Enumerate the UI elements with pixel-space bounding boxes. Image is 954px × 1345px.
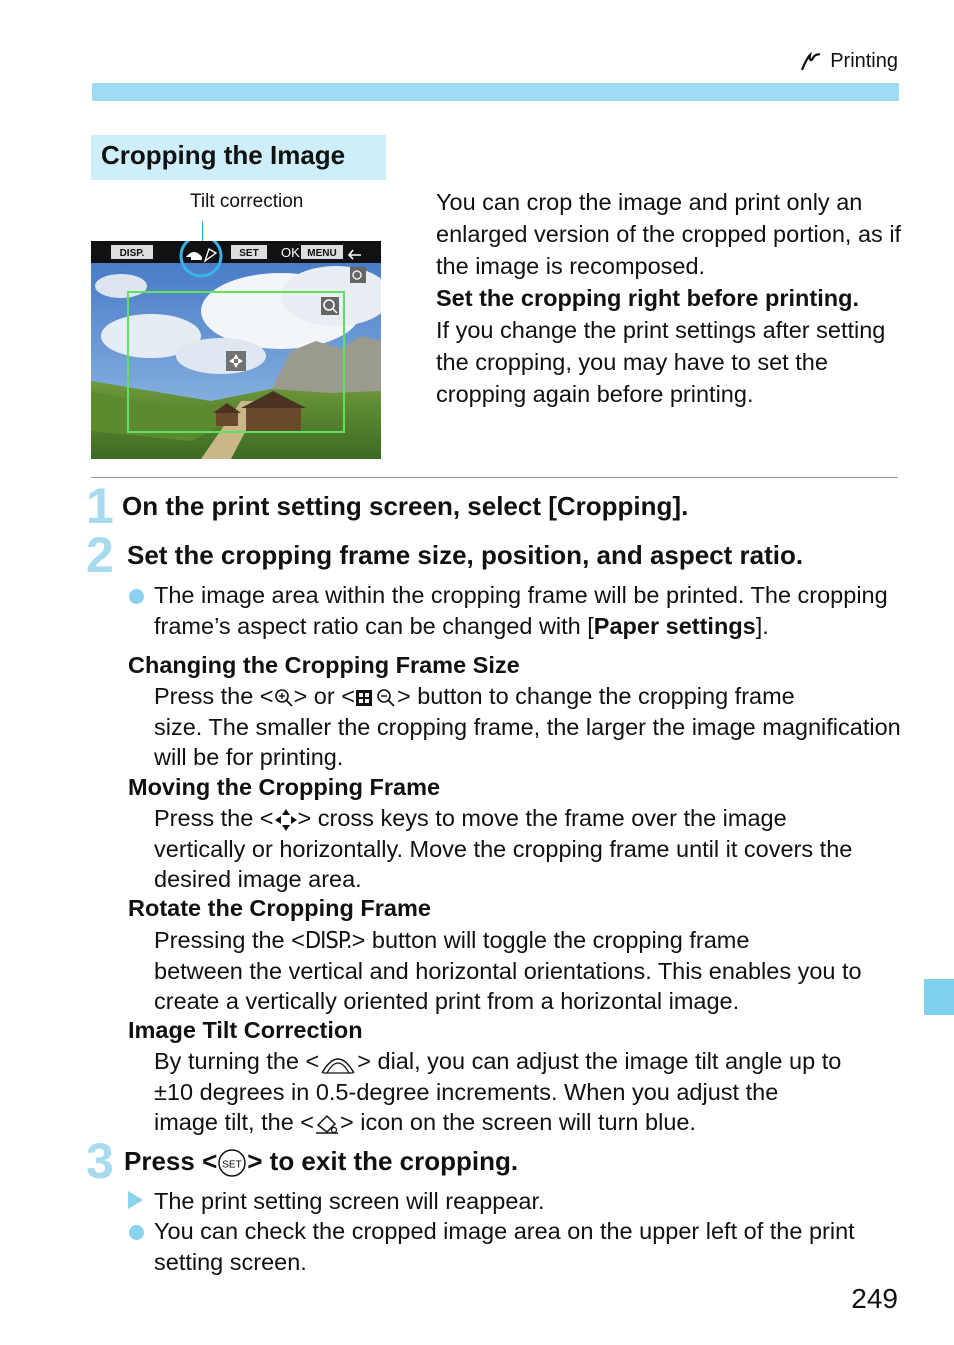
main-dial-icon (319, 1051, 357, 1075)
text-span: > button to change the cropping frame (396, 683, 795, 709)
bullet-text-end: ]. (755, 612, 769, 639)
camera-screen (91, 241, 381, 459)
move-heading: Moving the Cropping Frame (128, 774, 441, 800)
header-bar (92, 83, 899, 101)
rotate-text (154, 925, 904, 1017)
text-span: By turning the < (154, 1048, 320, 1074)
ok-label: OK (281, 245, 300, 260)
callout-line (202, 221, 203, 241)
text-span: image tilt, the < (154, 1109, 315, 1135)
result-arrow-icon (128, 1191, 143, 1209)
step-2-bullet (154, 580, 906, 641)
step-3-title (124, 1146, 518, 1178)
bullet-icon (129, 1225, 144, 1240)
intro-paragraph: You can crop the image and print only an enlarged version of the cropped portion, as if the image is recomposed. (436, 189, 902, 279)
text-span: vertically or horizontally. Move the cropping frame until it covers the desired image area. (154, 835, 853, 892)
text-span: ±10 degrees in 0.5-degree increments. When you adjust the (154, 1078, 779, 1105)
running-header (800, 50, 898, 73)
intro-text (436, 186, 906, 410)
disp-button-icon: DISP. (304, 926, 352, 954)
intro-paragraph-2: If you change the print settings after setting the cropping, you may have to set the cropping again before printing. (436, 317, 886, 407)
set-button-icon (217, 1148, 247, 1178)
step-number-2: 2 (86, 527, 114, 583)
step-1-title: On the print setting screen, select [Cropping]. (122, 491, 689, 521)
header-section-label: Printing (830, 50, 898, 72)
text-span: between the vertical and horizontal orientations. This enables you to create a vertically oriented print from a horizontal image. (154, 957, 862, 1014)
bullet-icon (129, 589, 144, 604)
print-icon (800, 52, 822, 72)
menu-button-label: MENU (307, 248, 337, 259)
text-span: > button will toggle the cropping frame (351, 927, 750, 953)
text-span: > to exit the cropping. (247, 1146, 519, 1176)
text-span: Press the < (154, 805, 274, 831)
size-heading: Changing the Cropping Frame Size (128, 652, 520, 678)
tilt-heading: Image Tilt Correction (128, 1017, 363, 1043)
text-span: Press the < (154, 683, 274, 709)
page-number: 249 (851, 1283, 898, 1314)
section-title: Cropping the Image (91, 135, 386, 180)
step-3-bullet: You can check the cropped image area on the upper left of the print setting screen. (154, 1218, 855, 1275)
svg-text:SET: SET (222, 1159, 242, 1171)
bullet-text: The image area within the cropping frame will be printed. The cropping frame’s aspect ratio can be changed with [ (154, 582, 888, 639)
rotate-heading: Rotate the Cropping Frame (128, 895, 431, 921)
camera-screen-image (91, 241, 381, 459)
text-span: > dial, you can adjust the image tilt angle up to (357, 1048, 842, 1074)
move-text (154, 803, 904, 895)
step-2-title: Set the cropping frame size, position, and aspect ratio. (127, 540, 804, 570)
tilt-text (154, 1046, 904, 1138)
paper-settings-term: Paper settings (593, 612, 756, 639)
intro-emphasis: Set the cropping right before printing. (436, 285, 859, 311)
text-span: > icon on the screen will turn blue. (340, 1109, 696, 1135)
index-reduce-icon (355, 688, 397, 708)
text-span: > cross keys to move the frame over the image (297, 805, 787, 831)
text-span: > or < (293, 683, 355, 709)
disp-button-label: DISP. (119, 248, 145, 259)
step-number-3: 3 (86, 1133, 114, 1189)
cross-keys-icon (274, 808, 298, 832)
text-span: Pressing the < (154, 927, 305, 953)
text-span: size. The smaller the cropping frame, the larger the image magnification will be for printing. (154, 713, 901, 770)
divider (91, 477, 898, 478)
text-span: Press < (124, 1146, 218, 1176)
size-text (154, 681, 904, 773)
step-3-result: The print setting screen will reappear. (154, 1188, 545, 1214)
magnify-icon (274, 688, 294, 708)
tilt-icon (314, 1113, 340, 1135)
tilt-correction-label: Tilt correction (190, 191, 304, 212)
step-number-1: 1 (86, 478, 114, 534)
chapter-tab (924, 979, 954, 1015)
set-button-label: SET (239, 248, 259, 259)
